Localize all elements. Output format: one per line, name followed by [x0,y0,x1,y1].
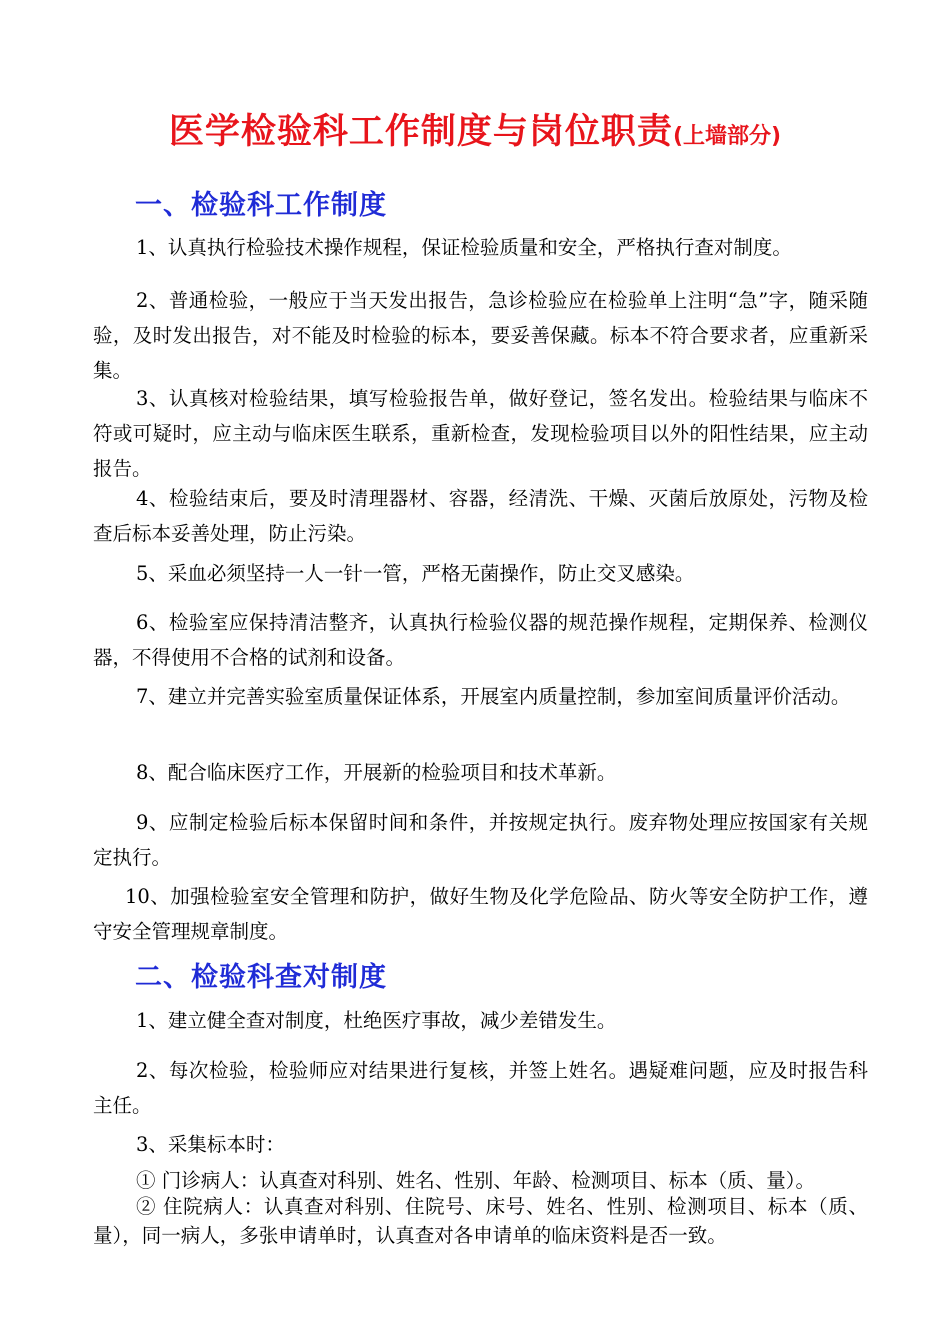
paragraph: 6、检验室应保持清洁整齐，认真执行检验仪器的规范操作规程，定期保养、检测仪器，不得使用不合格的试剂和设备。 [93,611,868,669]
paragraph: 3、采集标本时： [136,1133,285,1156]
paragraph: 1、认真执行检验技术操作规程，保证检验质量和安全，严格执行查对制度。 [136,236,792,259]
title-sub: (上墙部分) [672,124,782,149]
list-item: ① 门诊病人：认真查对科别、姓名、性别、年龄、检测项目、标本（质、量）。 [136,1169,815,1192]
paragraph: 10、加强检验室安全管理和防护，做好生物及化学危险品、防火等安全防护工作，遵守安全管理规章制度。 [93,885,868,943]
list-item: ② 住院病人：认真查对科别、住院号、床号、姓名、性别、检测项目、标本（质、量），同一病人，多张申请单时，认真查对各申请单的临床资料是否一致。 [93,1195,868,1247]
paragraph: 1、建立健全查对制度，杜绝医疗事故，减少差错发生。 [136,1009,617,1032]
section-heading-check-rules: 二、检验科查对制度 [135,962,387,993]
section-heading-work-rules: 一、检验科工作制度 [135,190,387,221]
paragraph: 9、应制定检验后标本保留时间和条件，并按规定执行。废弃物处理应按国家有关规定执行。 [93,811,868,869]
paragraph: 8、配合临床医疗工作，开展新的检验项目和技术革新。 [136,761,617,784]
paragraph: 2、每次检验，检验师应对结果进行复核，并签上姓名。遇疑难问题，应及时报告科主任。 [93,1059,868,1117]
title-main: 医学检验科工作制度与岗位职责 [168,112,673,152]
document-title [0,104,950,154]
paragraph: 7、建立并完善实验室质量保证体系，开展室内质量控制，参加室间质量评价活动。 [136,685,851,708]
paragraph: 4、检验结束后，要及时清理器材、容器，经清洗、干燥、灭菌后放原处，污物及检查后标本妥善处理，防止污染。 [93,487,868,545]
paragraph: 5、采血必须坚持一人一针一管，严格无菌操作，防止交叉感染。 [136,562,695,585]
paragraph: 2、普通检验，一般应于当天发出报告，急诊检验应在检验单上注明“急”字，随采随验，及时发出报告，对不能及时检验的标本，要妥善保藏。标本不符合要求者，应重新采集。 [93,289,868,382]
paragraph: 3、认真核对检验结果，填写检验报告单，做好登记，签名发出。检验结果与临床不符或可疑时，应主动与临床医生联系，重新检查，发现检验项目以外的阳性结果，应主动报告。 [93,387,868,480]
